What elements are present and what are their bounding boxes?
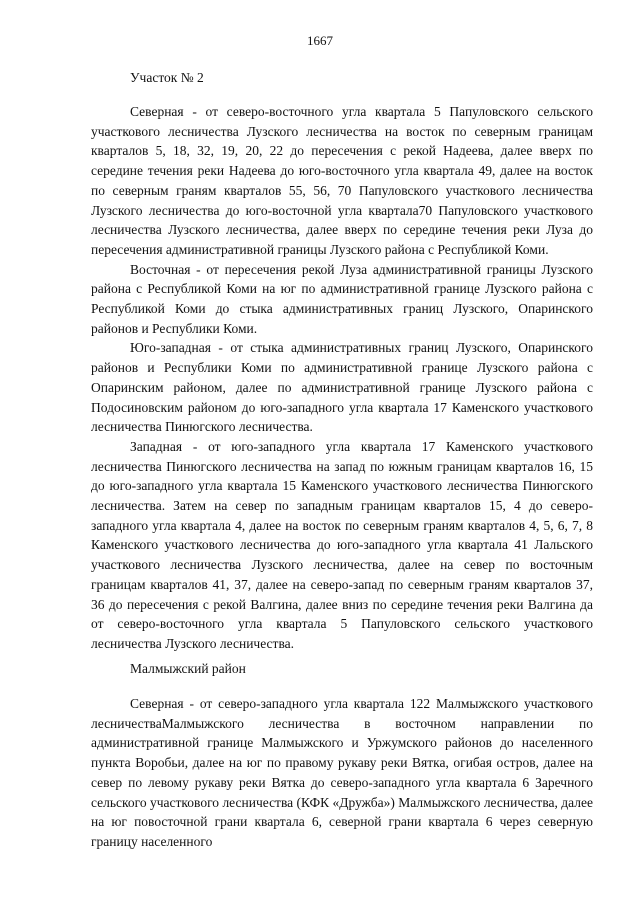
section-body-malmyzh [91, 694, 593, 852]
page-number: 1667 [307, 33, 333, 48]
section-body-uchastok-2 [91, 102, 593, 654]
section-heading-malmyzh: Малмыжский район [130, 661, 246, 676]
paragraph-north-boundary: Северная - от северо-восточного угла квартала 5 Папуловского сельского участкового лесничества Лузского лесничества на восток по северным границам кварталов 5, 18, 32, 19, 20, 22 до пересечения с рекой Надеева, далее вверх по середине течения реки Надеева до юго-восточного угла квартала 49, далее на восток по северным граням кварталов 55, 56, 70 Папуловского участкового лесничества Лузского лесничества до юго-восточной угла квартала70 Папуловского участкового лесничества Лузского лесничества, далее вверх по середине течения реки Луза до пересечения административной границы Лузского района с Республикой Коми. [91, 104, 593, 257]
section-heading-uchastok-2: Участок № 2 [130, 70, 204, 85]
paragraph-east-boundary: Восточная - от пересечения рекой Луза административной границы Лузского района с Республикой Коми на юг по административной границе Лузского района с Республикой Коми до стыка административных границ Лузского, Опаринского районов и Республики Коми. [91, 261, 593, 336]
paragraph-west-boundary: Западная - от юго-западного угла квартала 17 Каменского участкового лесничества Пинюгского лесничества на запад по южным границам кварталов 16, 15 до юго-западного угла квартала 15 Каменского участкового лесничества Пинюгского лесничества. Затем на север по западным границам кварталов 15, 4 до северо-западного угла квартала 4, далее на восток по северным граням кварталов 4, 5, 6, 7, 8 Каменского участкового лесничества до юго-западного угла квартала 41 Лальского участкового лесничества Лузского лесничества, далее на север по восточным границам кварталов 41, 37, далее на северо-запад по северным граням кварталов 37, 36 до пересечения с рекой Валгина, далее вниз по середине течения реки Валгина да от северо-восточного угла квартала 5 Папуловского сельского участкового лесничества Лузского лесничества. [91, 438, 593, 651]
paragraph-malmyzh-north-boundary: Северная - от северо-западного угла квартала 122 Малмыжского участкового лесничестваМалмыжского лесничества в восточном направлении по административной границе Малмыжского и Уржумского районов до населенного пункта Воробьи, далее на юг по правому рукаву реки Вятка, огибая остров, далее на север по левому рукаву реки Вятка до северо-западного угла квартала 6 Заречного сельского участкового лесничества (КФК «Дружба») Малмыжского лесничества, далее на юг повосточной грани квартала 6, северной грани квартала 6 через северную границу населенного [91, 696, 593, 849]
paragraph-southwest-boundary: Юго-западная - от стыка административных границ Лузского, Опаринского районов и Республики Коми по административной границе Лузского района с Опаринским районом, далее по административной границе Лузского района с Подосиновским районом до юго-западного угла квартала 17 Каменского участкового лесничества Пинюгского лесничества. [91, 340, 593, 435]
